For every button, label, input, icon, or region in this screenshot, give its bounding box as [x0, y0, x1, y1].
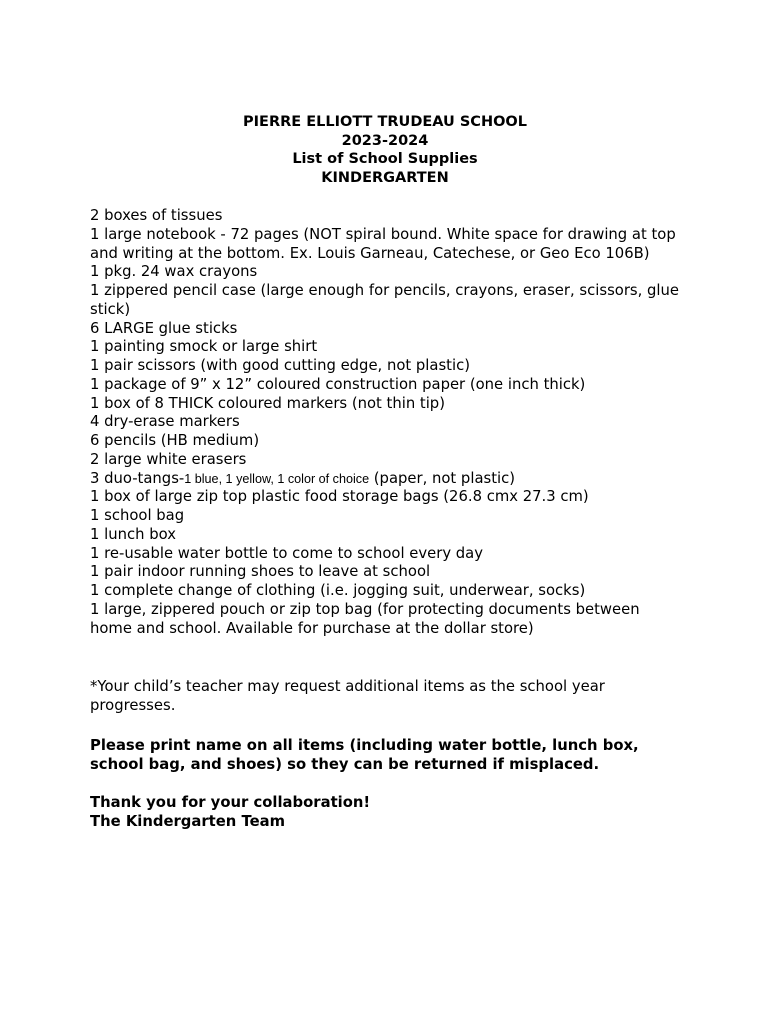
- labeling-request: Please print name on all items (including water bottle, lunch box, school bag, and shoes) so they can be returned if misplaced.: [90, 737, 639, 773]
- supply-item: 4 dry-erase markers: [90, 413, 240, 431]
- supply-item: 6 LARGE glue sticks: [90, 319, 238, 337]
- supply-item: 1 large, zippered pouch or zip top bag (for protecting documents between home and school. Available for purchase at the dollar store): [90, 600, 640, 637]
- duotangs-colors: 1 blue, 1 yellow, 1 color of choice: [184, 471, 370, 486]
- supply-item: 1 large notebook - 72 pages (NOT spiral bound. White space for drawing at top and writing at the bottom. Ex. Louis Garneau, Catechese, or Geo Eco 106B): [90, 225, 676, 262]
- supply-item: 1 painting smock or large shirt: [90, 338, 318, 356]
- supply-item: 6 pencils (HB medium): [90, 432, 260, 449]
- supply-item: 2 boxes of tissues: [90, 207, 223, 224]
- school-name: PIERRE ELLIOTT TRUDEAU SCHOOL: [243, 114, 527, 130]
- supply-item: 1 pkg. 24 wax crayons: [90, 263, 258, 281]
- supply-item: 1 box of large zip top plastic food storage bags (26.8 cmx 27.3 cm): [90, 488, 589, 506]
- closing: [90, 793, 590, 831]
- supply-item-duotangs: [90, 470, 680, 489]
- supply-item: 1 complete change of clothing (i.e. jogging suit, underwear, socks): [90, 582, 586, 599]
- duotangs-prefix: 3 duo-tangs-: [90, 469, 185, 487]
- supply-item: 1 pair scissors (with good cutting edge, not plastic): [90, 357, 471, 374]
- teacher-note: *Your child’s teacher may request additional items as the school year progresses.: [90, 678, 605, 714]
- signature-line: The Kindergarten Team: [90, 813, 286, 830]
- duotangs-suffix: (paper, not plastic): [369, 469, 516, 487]
- thank-you-line: Thank you for your collaboration!: [90, 794, 371, 811]
- supply-item: 1 box of 8 THICK coloured markers (not thin tip): [90, 394, 445, 412]
- document-header: [0, 113, 770, 187]
- school-year: 2023-2024: [341, 132, 429, 149]
- grade-level: KINDERGARTEN: [321, 169, 449, 186]
- supply-item: 1 re-usable water bottle to come to school every day: [90, 544, 484, 562]
- supply-item: 1 zippered pencil case (large enough for pencils, crayons, eraser, scissors, glue stick): [90, 282, 680, 318]
- supply-item: 1 package of 9” x 12” coloured construction paper (one inch thick): [90, 375, 586, 393]
- list-title: List of School Supplies: [292, 151, 478, 168]
- supply-item: 2 large white erasers: [90, 450, 247, 468]
- supply-item: 1 school bag: [90, 507, 185, 524]
- supply-item: 1 pair indoor running shoes to leave at school: [90, 563, 431, 581]
- supplies-list: [90, 207, 680, 638]
- supply-item: 1 lunch box: [90, 525, 176, 543]
